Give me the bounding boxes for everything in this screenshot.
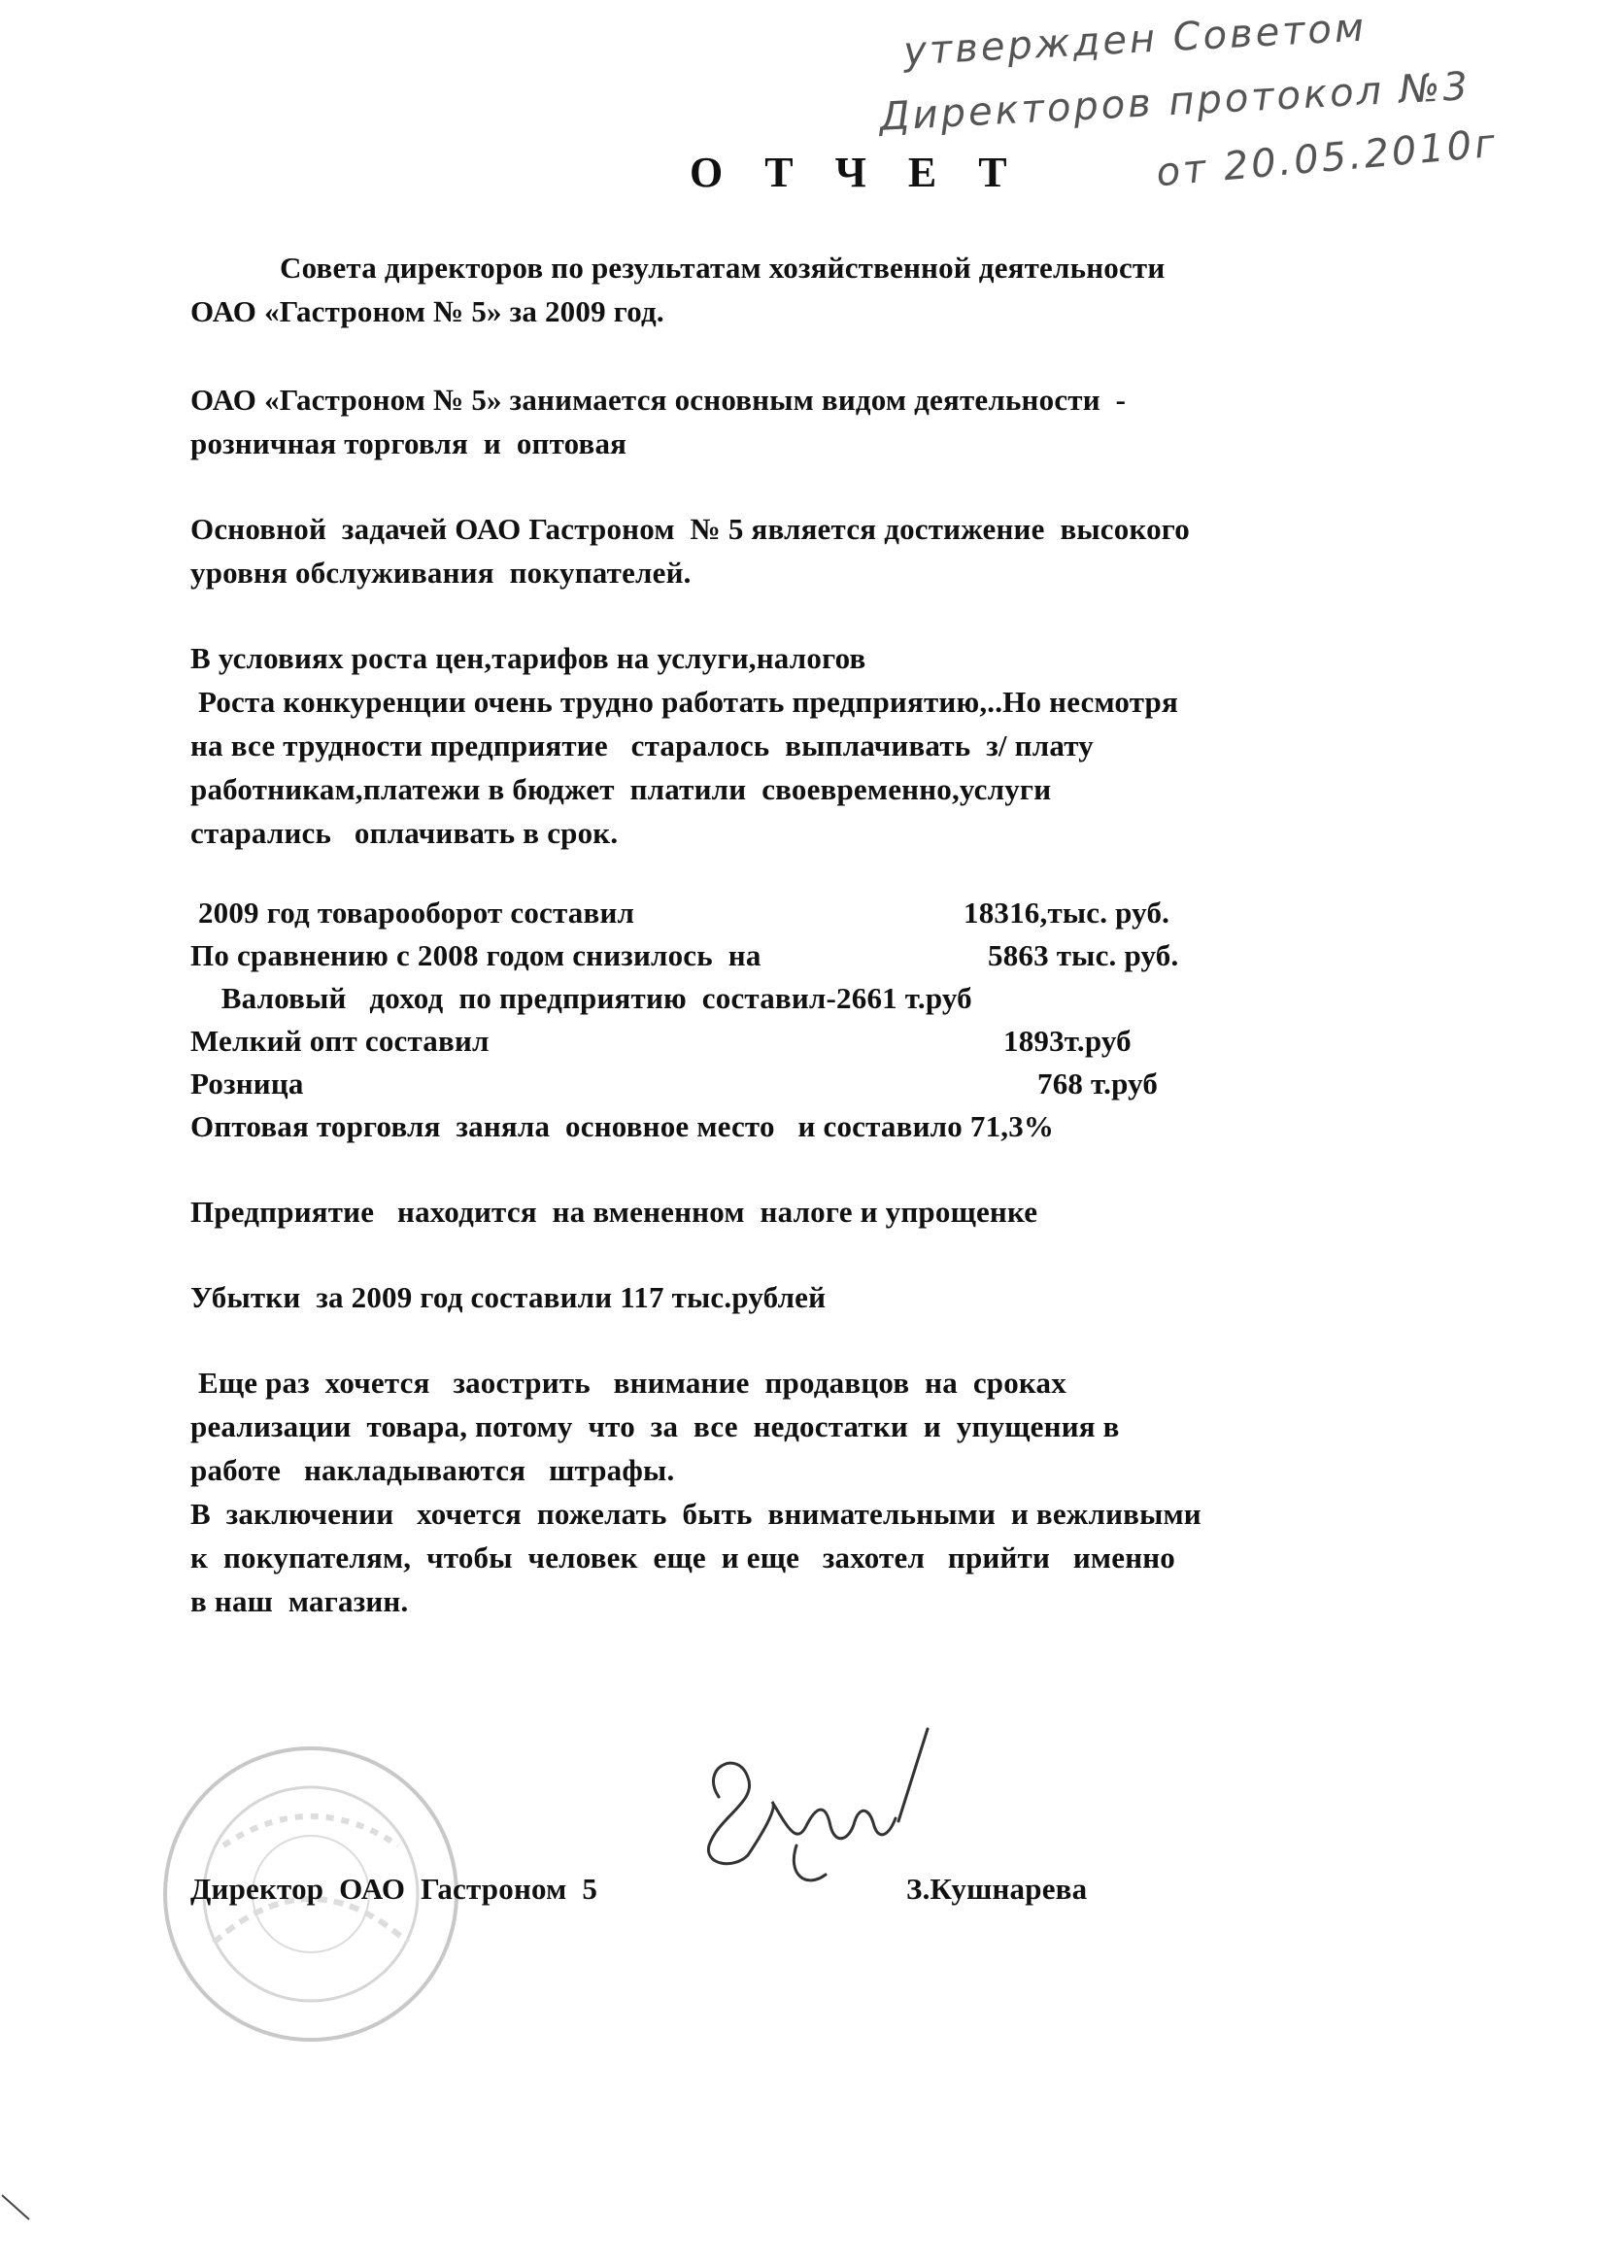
conditions-line-5: старались оплачивать в срок. (190, 816, 619, 850)
document-title: О Т Ч Е Т (690, 149, 1023, 196)
activity-line-1: ОАО «Гастроном № 5» занимается основным видом деятельности - (190, 383, 1127, 417)
closing-line-5: к покупателям, чтобы человек еще и еще захотел прийти именно (190, 1540, 1176, 1574)
losses-line: Убытки за 2009 год составили 117 тыс.рублей (190, 1280, 827, 1314)
task-line-1: Основной задачей ОАО Гастроном № 5 является достижение высокого (190, 512, 1191, 546)
wholesale-share-line: Оптовая торговля заняла основное место и составило 71,3% (190, 1109, 1055, 1143)
handwritten-approval-line-3: от 20.05.2010г (1154, 120, 1500, 196)
closing-line-6: в наш магазин. (190, 1584, 409, 1618)
handwritten-approval-line-1: утвержден Советом (902, 5, 1369, 75)
signature-name: З.Кушнарева (906, 1872, 1088, 1906)
conditions-line-4: работникам,платежи в бюджет платили своевременно,услуги (190, 772, 1052, 806)
activity-line-2: розничная торговля и оптовая (190, 426, 627, 460)
task-line-2: уровня обслуживания покупателей. (190, 556, 692, 590)
intro-line-2: ОАО «Гастроном № 5» за 2009 год. (190, 294, 664, 328)
closing-line-3: работе накладываются штрафы. (190, 1453, 675, 1487)
turnover-label: 2009 год товарооборот составил (190, 896, 635, 930)
handwritten-approval-line-2: Директоров протокол №3 (878, 64, 1472, 140)
tax-regime-line: Предприятие находится на вмененном налоге и упрощенке (190, 1195, 1038, 1229)
closing-line-4: В заключении хочется пожелать быть внимательными и вежливыми (190, 1497, 1201, 1531)
handwritten-signature (680, 1709, 952, 1904)
decrease-label: По сравнению с 2008 годом снизилось на (190, 938, 761, 972)
retail-label: Розница (190, 1066, 304, 1100)
decrease-value: 5863 тыс. руб. (988, 938, 1179, 972)
scan-edge-mark (0, 2190, 39, 2229)
gross-income-line: Валовый доход по предприятию составил-2661 т.руб (190, 981, 972, 1015)
intro-line-1: Совета директоров по результатам хозяйственной деятельности (280, 251, 1166, 285)
closing-line-1: Еще раз хочется заострить внимание продавцов на сроках (190, 1366, 1066, 1400)
small-wholesale-value: 1893т.руб (1003, 1024, 1132, 1058)
turnover-value: 18316,тыс. руб. (964, 896, 1170, 930)
closing-line-2: реализации товара, потому что за все недостатки и упущения в (190, 1409, 1120, 1443)
small-wholesale-label: Мелкий опт составил (190, 1024, 490, 1058)
signature-position: Директор ОАО Гастроном 5 (190, 1872, 598, 1906)
conditions-line-1: В условиях роста цен,тарифов на услуги,налогов (190, 641, 866, 675)
conditions-line-3: на все трудности предприятие старалось выплачивать з/ плату (190, 728, 1094, 762)
retail-value: 768 т.руб (1037, 1066, 1159, 1100)
conditions-line-2: Роста конкуренции очень трудно работать предприятию,..Но несмотря (190, 685, 1178, 719)
